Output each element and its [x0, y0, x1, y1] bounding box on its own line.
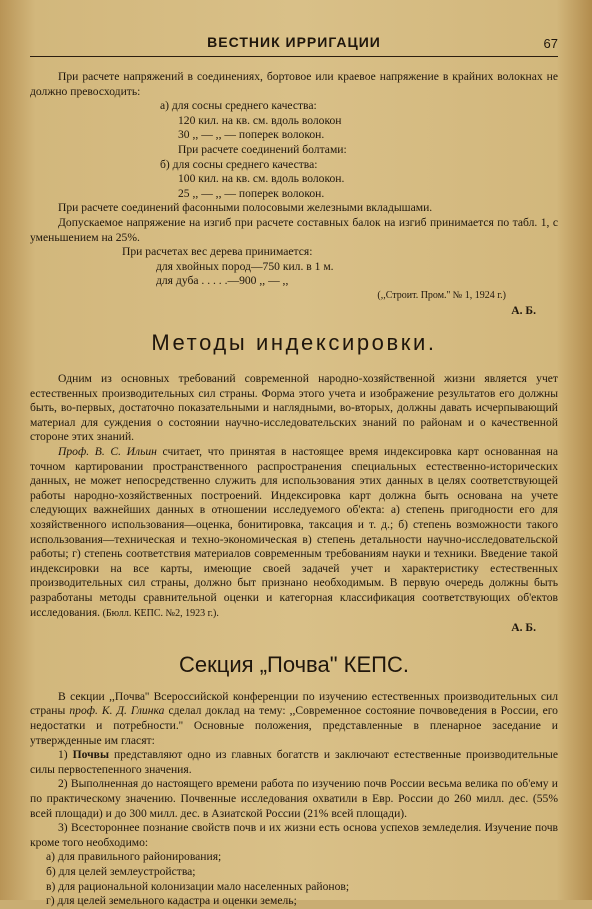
- article-timber-stresses: [30, 70, 558, 318]
- paragraph: [30, 445, 558, 621]
- list-label: б) для сосны среднего качества:: [160, 157, 318, 171]
- paragraph: Допускаемое напряжение на изгиб при расчете составных балок на изгиб принимается по табл. 1, с уменьшением на 25%.: [30, 215, 558, 244]
- numbered-item: 3) Всестороннее познание свойств почв и их жизни есть основа успехов земледелия. Изучение почв кроме того необходимо:: [30, 821, 558, 849]
- paragraph-text: считает, что принятая в настоящее время индексировка карт основанная на точном картировании пространственного распространения специальных естественно-исторических данных, не может непосредственно служить для использования этих данных в целях соответствующей работы народно-хозяйственных построений. Индексировка карт должна быть основана на учете следующих важнейших данных в отношении исследуемого об'екта: а) степень пригодности его для хозяйственного использования—оценка, бонитировка, таксация и т. д.; б) степень возможности такого использования—техническая и техно-экономическая в) степень детальности научно-исследовательской работы; г) степень соответствия материалов современным требованиям науки и техники. Введение такой индексировки на все карты, имеющие своей задачей учет и характеристику естественных производительных сил страны, должно быт признано необходимым. В первую очередь должны быть разработаны методы сравнительной оценки и категорная классификация соответствующих об'ектов исследования.: [30, 445, 558, 619]
- list-item: 120 кил. на кв. см. вдоль волокон: [178, 113, 342, 127]
- section-heading: Секция „Почва" КЕПС.: [179, 651, 409, 677]
- list-item: для дуба . . . . .—900 ,, — ,,: [156, 274, 289, 288]
- page-header: [30, 30, 558, 57]
- signature: А. Б.: [511, 303, 536, 317]
- signature: А. Б.: [511, 621, 536, 635]
- paragraph: [30, 690, 558, 748]
- paragraph: При расчете напряжений в соединениях, бортовое или краевое напряжение в крайних волокнах не должно превосходить:: [30, 70, 558, 98]
- source-citation: (,,Строит. Пром.'' № 1, 1924 г.): [377, 289, 506, 301]
- bold-term: Почвы: [72, 748, 109, 762]
- list-item: а) для правильного районирования;: [46, 850, 222, 864]
- list-item: в) для рациональной колонизации мало населенных районов;: [46, 879, 350, 893]
- numbered-item: [30, 748, 558, 777]
- author-name: проф. К. Д. Глинка: [69, 704, 165, 718]
- article-indexing-methods: [30, 372, 558, 636]
- list-label: При расчете соединений болтами:: [178, 142, 347, 156]
- author-name: Проф. В. С. Ильин: [58, 445, 157, 459]
- item-number: 1): [58, 748, 73, 762]
- list-item: 25 ,, — ,, — поперек волокон.: [178, 186, 325, 200]
- list-item: г) для целей земельного кадастра и оценки земель;: [46, 894, 297, 908]
- list-label: При расчетах вес дерева принимается:: [122, 245, 313, 259]
- article-soil-section: [30, 690, 558, 909]
- paragraph: Одним из основных требований современной народно-хозяйственной жизни является учет естественных производительных сил страны. Форма этого учета и изображение результатов его должны быть, во-первых, достаточно показательными и наглядными, во-вторых, должны давать исчерпывающий материал для суждения о состоянии научно-исследовательских знаний по районам и о качественной стороне этих знаний.: [30, 372, 558, 444]
- list-item: 30 ,, — ,, — поперек волокон.: [178, 128, 325, 142]
- paragraph-text: В секции ,,Почва'' Всероссийской конференции по изучению естественных производительных сил страны: [30, 689, 558, 718]
- item-text: представляют одно из главных богатств и заключают естественные производительные силы первостепенного значения.: [30, 748, 558, 776]
- journal-title: ВЕСТНИК ИРРИГАЦИИ: [207, 34, 381, 50]
- paragraph-text: сделал доклад на тему: ,,Современное состояние почвоведения в России, его недостатки и потребности.'' Основные положения, представленные в пленарное заседание и утвержденные им гласят:: [30, 704, 558, 747]
- paragraph: При расчете соединений фасонными полосовыми железными вкладышами.: [58, 201, 433, 215]
- list-item: для хвойных пород—750 кил. в 1 м.: [156, 259, 334, 273]
- list-label: а) для сосны среднего качества:: [160, 99, 317, 113]
- page-number: 67: [543, 36, 558, 51]
- list-item: 100 кил. на кв. см. вдоль волокон.: [178, 172, 345, 186]
- source-citation: (Бюлл. КЕПС. №2, 1923 г.).: [100, 607, 219, 619]
- section-heading: Методы индексировки.: [151, 330, 437, 356]
- numbered-item: 2) Выполненная до настоящего времени работа по изучению почв России весьма велика по об'ему и по практическому значению. Почвенные исследования охватили в Евр. России до 260 милл. дес. (55% всей площади) и до 300 милл. дес. в Азиатской России (21% всей площади).: [30, 777, 558, 820]
- list-item: б) для целей землеустройства;: [46, 864, 196, 878]
